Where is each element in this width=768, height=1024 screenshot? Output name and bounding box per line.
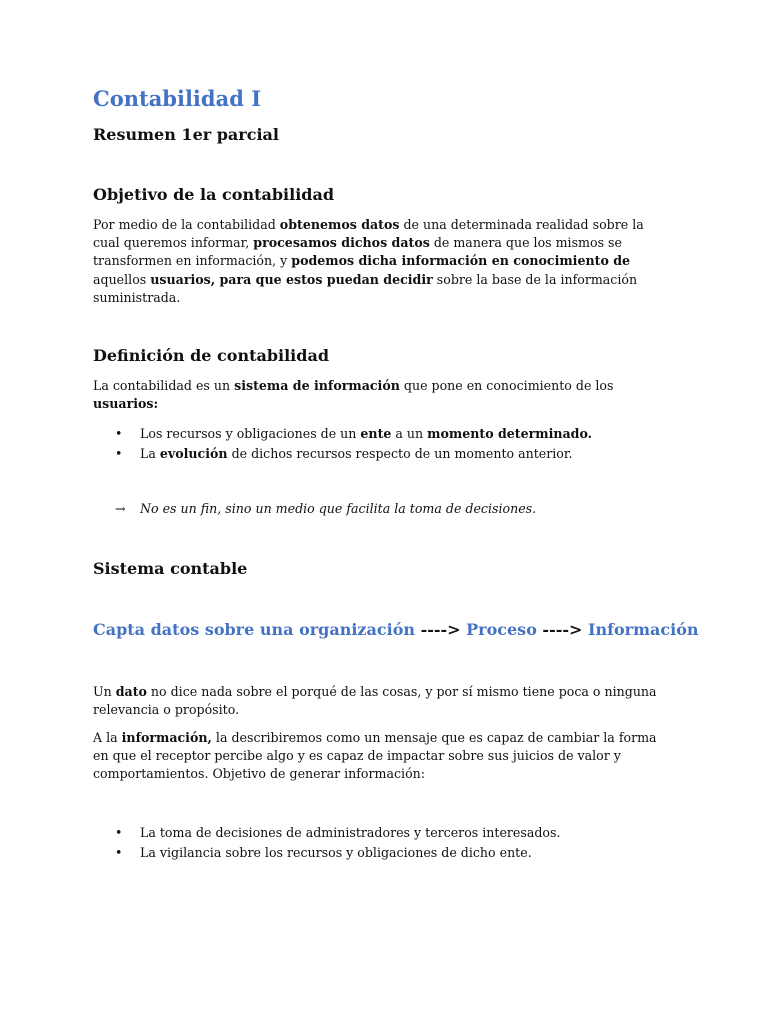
bold-text-run: podemos dicha información en conocimiento de <box>291 253 631 269</box>
flow-step: Capta datos sobre una organización <box>93 620 416 639</box>
text-run: La vigilancia sobre los recursos y obligaciones de dicho ente. <box>140 844 532 860</box>
bullet-icon: • <box>115 825 123 840</box>
paragraph-objetivo <box>93 216 668 307</box>
text-run: que pone en conocimiento de los <box>399 378 614 393</box>
list-item <box>93 823 668 843</box>
section-heading-objetivo: Objetivo de la contabilidad <box>93 185 335 204</box>
bullet-icon: • <box>115 445 123 461</box>
flow-arrow: ----> <box>536 620 588 639</box>
bold-text-run: sistema de información <box>234 378 400 393</box>
document-title: Contabilidad I <box>93 86 262 111</box>
note-line <box>115 501 536 516</box>
bold-text-run: usuarios: <box>93 396 159 412</box>
paragraph-informacion <box>93 729 668 784</box>
bullet-icon: • <box>115 426 123 441</box>
section-heading-sistema: Sistema contable <box>93 559 248 578</box>
bold-text-run: información, <box>121 730 212 745</box>
text-run: a un <box>391 426 428 441</box>
text-run: aquellos <box>93 271 151 287</box>
text-run: Por medio de la contabilidad <box>93 217 280 232</box>
flow-step: Información <box>587 620 699 639</box>
flow-step: Proceso <box>466 620 537 639</box>
paragraph-definicion <box>93 377 668 413</box>
bullet-icon: • <box>115 844 123 860</box>
bullet-list-definicion <box>93 424 668 463</box>
text-run: de manera que los mismos se transformen en información, y <box>93 235 622 269</box>
text-run: de dichos recursos respecto de un momento anterior. <box>227 445 573 461</box>
text-run: no dice nada sobre el porqué de las cosas, y por sí mismo tiene poca o ninguna relevancia o propósito. <box>93 684 657 718</box>
text-run: sobre la base de la información suministrada. <box>93 271 638 305</box>
section-heading-definicion: Definición de contabilidad <box>93 346 329 365</box>
process-flow-line <box>93 620 699 639</box>
document-subtitle: Resumen 1er parcial <box>93 125 279 144</box>
note-text: No es un fin, sino un medio que facilita la toma de decisiones. <box>140 501 537 516</box>
text-run: la describiremos como un mensaje que es capaz de cambiar la forma en que el receptor percibe algo y es capaz de impactar sobre sus juicios de valor y comportamientos. Objetivo de generar información: <box>93 730 657 782</box>
text-run: de una determinada realidad sobre la cual queremos informar, <box>93 217 644 251</box>
bullet-list-objetivos <box>93 823 668 862</box>
list-item <box>93 424 668 444</box>
text-run: Los recursos y obligaciones de un <box>140 426 361 441</box>
arrow-right-icon: → <box>115 501 126 516</box>
text-run: La toma de decisiones de administradores y terceros interesados. <box>140 825 561 840</box>
bold-text-run: dato <box>115 684 147 699</box>
bold-text-run: usuarios, para que estos puedan decidir <box>150 271 433 287</box>
text-run: La contabilidad es un <box>93 378 235 393</box>
paragraph-dato <box>93 683 668 719</box>
list-item <box>93 444 668 464</box>
list-item <box>93 843 668 863</box>
bold-text-run: procesamos dichos datos <box>253 235 430 251</box>
flow-arrow: ----> <box>415 620 467 639</box>
bold-text-run: ente <box>360 426 392 441</box>
text-run: A la <box>93 730 122 745</box>
text-run: La <box>140 445 160 461</box>
bold-text-run: evolución <box>159 445 228 461</box>
bold-text-run: momento determinado. <box>427 426 593 441</box>
bold-text-run: obtenemos datos <box>279 217 400 232</box>
text-run: Un <box>93 684 116 699</box>
